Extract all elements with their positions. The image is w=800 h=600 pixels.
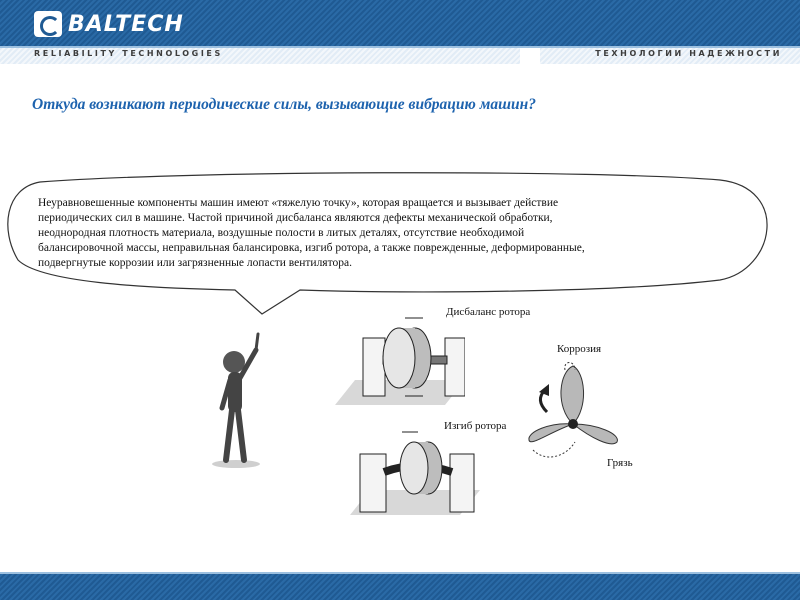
- bubble-line: периодических сил в машине. Частой причиной дисбаланса являются дефекты механической обработки,: [38, 212, 553, 224]
- dirt-label: Грязь: [607, 457, 633, 469]
- rotor-imbalance-label: Дисбаланс ротора: [446, 306, 531, 318]
- footer-bar: [0, 572, 800, 600]
- tagline-bar: [0, 48, 800, 64]
- corrosion-label: Коррозия: [557, 343, 602, 355]
- bubble-line: подвергнутые коррозии или загрязненные лопасти вентилятора.: [38, 257, 352, 269]
- logo-text: BALTECH: [68, 11, 184, 37]
- fan-illustration: [525, 362, 635, 467]
- slide-title: Откуда возникают периодические силы, вызывающие вибрацию машин?: [32, 96, 536, 113]
- stick-figure-illustration: [208, 330, 278, 470]
- rotor-bend-illustration: [350, 420, 480, 520]
- rotor-imbalance-illustration: [335, 310, 465, 410]
- bubble-line: балансировочной массы, неправильная балансировка, изгиб ротора, а также поврежденные, деформированные,: [38, 242, 585, 254]
- logo-mark-icon: [34, 11, 62, 37]
- tagline-left: RELIABILITY TECHNOLOGIES: [34, 49, 223, 58]
- header-bar: [0, 0, 800, 48]
- bubble-line: Неуравновешенные компоненты машин имеют «тяжелую точку», которая вращается и вызывает действие: [38, 197, 559, 209]
- baltech-logo: [34, 10, 184, 38]
- bubble-text: [38, 196, 758, 271]
- tagline-right: ТЕХНОЛОГИИ НАДЕЖНОСТИ: [595, 49, 782, 58]
- bubble-line: неоднородная плотность материала, воздушные полости в литых деталях, отсутствие необходимой: [38, 227, 525, 239]
- rotor-bend-label: Изгиб ротора: [444, 420, 507, 432]
